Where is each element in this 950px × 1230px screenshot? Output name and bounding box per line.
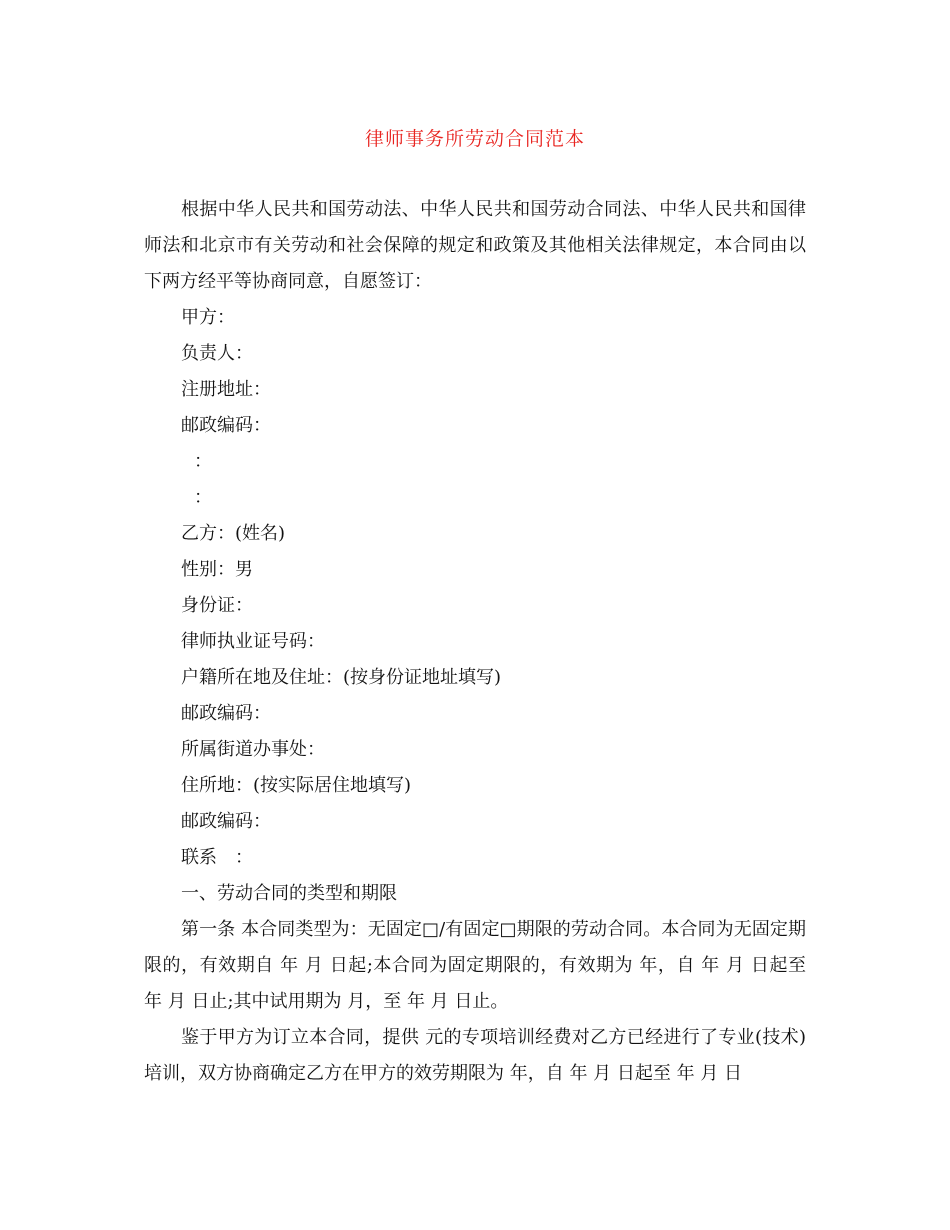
article-1-paragraph: 第一条 本合同类型为：无固定□/有固定□期限的劳动合同。本合同为无固定期限的，有效期自 年 月 日起;本合同为固定期限的，有效期为 年，自 年 月 日起至 年 月 日止;其中试用期为 月，至 年 月 日止。 — [144, 919, 806, 1012]
party-b-gender: 性别：男 — [181, 559, 253, 580]
party-b-postcode: 邮政编码： — [181, 811, 271, 832]
party-a-blank-field: ： — [194, 487, 212, 508]
party-a-registered-address: 注册地址： — [181, 379, 271, 400]
party-b-household-address: 户籍所在地及住址：(按身份证地址填写) — [181, 667, 502, 688]
party-b-contact: 联系 ： — [181, 847, 253, 868]
training-clause-paragraph: 鉴于甲方为订立本合同，提供 元的专项培训经费对乙方已经进行了专业(技术)培训，双方协商确定乙方在甲方的效劳期限为 年，自 年 月 日起至 年 月 日 — [144, 1027, 806, 1084]
party-a-blank-field: ： — [194, 451, 212, 472]
document-body — [144, 192, 806, 1092]
party-b-street-office: 所属街道办事处： — [181, 739, 325, 760]
party-a-responsible: 负责人： — [181, 343, 253, 364]
party-b-postcode: 邮政编码： — [181, 703, 271, 724]
intro-paragraph: 根据中华人民共和国劳动法、中华人民共和国劳动合同法、中华人民共和国律师法和北京市有关劳动和社会保障的规定和政策及其他相关法律规定，本合同由以下两方经平等协商同意，自愿签订： — [144, 199, 806, 292]
party-a-label: 甲方： — [181, 307, 235, 328]
document-title: 律师事务所劳动合同范本 — [364, 128, 585, 150]
party-b-id-card: 身份证： — [181, 595, 253, 616]
party-b-license-no: 律师执业证号码： — [181, 631, 325, 652]
party-b-label: 乙方：(姓名) — [181, 523, 286, 544]
party-b-residence: 住所地：(按实际居住地填写) — [181, 775, 412, 796]
party-a-postcode: 邮政编码： — [181, 415, 271, 436]
section-heading: 一、劳动合同的类型和期限 — [181, 883, 397, 904]
